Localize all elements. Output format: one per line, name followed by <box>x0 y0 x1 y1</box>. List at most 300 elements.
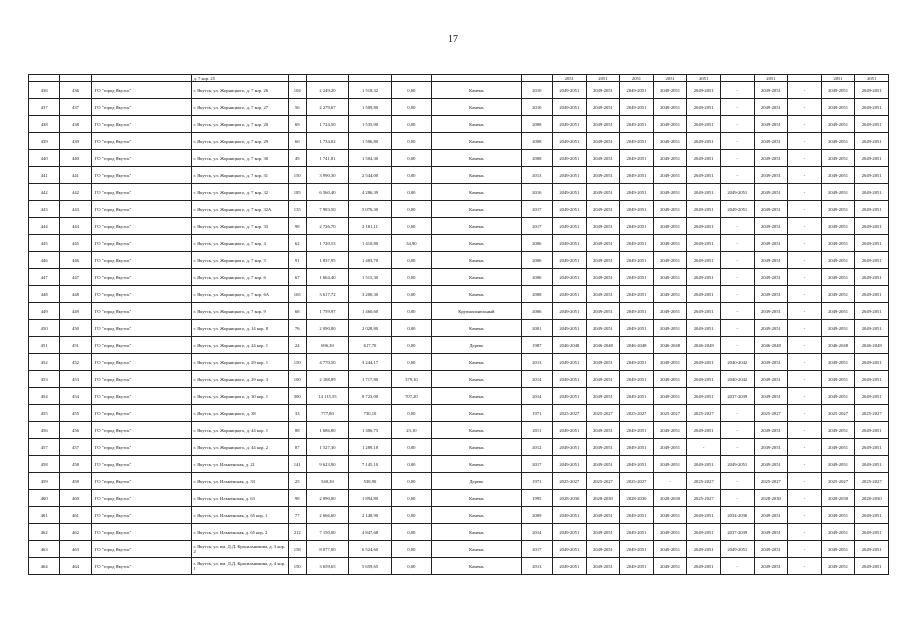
cell-repair-period: 2049-2051 <box>855 286 889 303</box>
cell-wall-material: Камень <box>432 405 522 422</box>
cell-repair-period: 2049-2051 <box>821 320 855 337</box>
cell-row-number: 458 <box>29 456 60 473</box>
cell-wall-material: Камень <box>432 388 522 405</box>
cell-repair-period: 2049-2051 <box>653 456 687 473</box>
cell-repair-period: 2025-2027 <box>620 473 654 490</box>
cell-flats-count: 185 <box>288 184 306 201</box>
cell-year: 2051 <box>653 75 687 82</box>
cell-wall-material: Камень <box>432 524 522 541</box>
cell-repair-period: 2025-2027 <box>687 490 721 507</box>
cell-build-year: 2010 <box>521 82 552 99</box>
cell-repair-period: 2049-2051 <box>754 422 788 439</box>
cell-living-area: 1 509,80 <box>349 99 392 116</box>
cell-repair-period: 2049-2051 <box>754 371 788 388</box>
cell-repair-period: 2049-2051 <box>821 218 855 235</box>
cell-repair-period: 2049-2051 <box>653 201 687 218</box>
cell-row-index: 438 <box>60 116 91 133</box>
table-body <box>29 75 889 575</box>
cell-living-area: 1 289,18 <box>349 439 392 456</box>
cell-address: г. Якутск, ул. Жорницкого, д. 7 кор. 31 <box>192 167 288 184</box>
table-row <box>29 320 889 337</box>
cell-nonliving-area: 0,00 <box>391 218 431 235</box>
cell-repair-period: - <box>788 320 822 337</box>
cell-owner: ГО "город Якутск" <box>91 82 192 99</box>
cell-owner: ГО "город Якутск" <box>91 558 192 575</box>
table-row <box>29 218 889 235</box>
cell-address: г. Якутск, ул. Жорницкого, д. 30 кор. 1 <box>192 388 288 405</box>
cell-nonliving-area: 0,00 <box>391 439 431 456</box>
cell-row-number: 461 <box>29 507 60 524</box>
cell-repair-period: 2049-2051 <box>553 354 587 371</box>
cell-repair-period: - <box>788 490 822 507</box>
cell-repair-period: 2049-2051 <box>653 116 687 133</box>
cell-owner: ГО "город Якутск" <box>91 541 192 558</box>
cell-repair-period: - <box>788 558 822 575</box>
cell-repair-period: 2049-2051 <box>855 439 889 456</box>
cell-repair-period: 2049-2051 <box>620 371 654 388</box>
cell-flats-count: 150 <box>288 354 306 371</box>
table-row <box>29 371 889 388</box>
cell-nonliving-area: 0,00 <box>391 473 431 490</box>
cell-row-index: 455 <box>60 405 91 422</box>
cell-repair-period: - <box>720 150 754 167</box>
cell-row-number: 463 <box>29 541 60 558</box>
cell-repair-period: 2049-2051 <box>855 82 889 99</box>
table-row <box>29 116 889 133</box>
cell-living-area: 538,90 <box>349 473 392 490</box>
cell-repair-period: - <box>788 116 822 133</box>
cell-repair-period: 2049-2051 <box>653 439 687 456</box>
cell-row-index: 450 <box>60 320 91 337</box>
cell-flats-count: 87 <box>288 439 306 456</box>
cell-repair-period: 2049-2051 <box>821 82 855 99</box>
cell-nonliving-area: 0,00 <box>391 286 431 303</box>
cell-repair-period: 2049-2051 <box>620 354 654 371</box>
cell-flats-count: 158 <box>288 541 306 558</box>
cell-repair-period: 2049-2051 <box>620 422 654 439</box>
cell-repair-period: 2049-2051 <box>620 133 654 150</box>
cell-build-year: 2006 <box>521 235 552 252</box>
cell-repair-period: - <box>720 337 754 354</box>
table-row <box>29 303 889 320</box>
cell-address: г. Якутск, ул. Ильменская, д. 65 кор. 1 <box>192 507 288 524</box>
cell-repair-period: 2049-2051 <box>553 184 587 201</box>
cell-repair-period: 2049-2051 <box>620 150 654 167</box>
cell-repair-period: 2049-2051 <box>687 507 721 524</box>
cell-repair-period: 2049-2051 <box>553 133 587 150</box>
cell-row-index: 446 <box>60 252 91 269</box>
cell-year: 2051 <box>620 75 654 82</box>
cell-repair-period: 2049-2051 <box>620 524 654 541</box>
cell-wall-material: Камень <box>432 150 522 167</box>
cell-row-index: 445 <box>60 235 91 252</box>
cell-repair-period: 2049-2051 <box>586 252 620 269</box>
cell-owner: ГО "город Якутск" <box>91 218 192 235</box>
cell-repair-period: 2049-2051 <box>855 167 889 184</box>
cell-living-area: 1 410,80 <box>349 235 392 252</box>
cell-flats-count: 100 <box>288 371 306 388</box>
cell-row-number: 437 <box>29 99 60 116</box>
cell-row-index: 454 <box>60 388 91 405</box>
cell-living-area: 3 244,17 <box>349 354 392 371</box>
cell-owner: ГО "город Якутск" <box>91 490 192 507</box>
cell-repair-period: 2025-2027 <box>754 405 788 422</box>
cell-build-year: 2017 <box>521 456 552 473</box>
cell-address: г. Якутск, ул. Жорницкого, д. 44 кор. 1 <box>192 422 288 439</box>
cell-total-area: 9 623,90 <box>306 456 349 473</box>
table-row <box>29 133 889 150</box>
cell-wall-material: Камень <box>432 507 522 524</box>
cell-repair-period: 2040-2042 <box>720 371 754 388</box>
cell-repair-period: 2049-2051 <box>720 201 754 218</box>
cell-repair-period: - <box>788 184 822 201</box>
cell-row-index: 462 <box>60 524 91 541</box>
cell-total-area: 1 527,30 <box>306 439 349 456</box>
cell-living-area: 1 894,80 <box>349 490 392 507</box>
cell-repair-period: - <box>788 133 822 150</box>
cell-repair-period: 2049-2051 <box>754 116 788 133</box>
cell-nonliving-area: 0,00 <box>391 150 431 167</box>
cell-row-number: 460 <box>29 490 60 507</box>
cell-repair-period: 2049-2051 <box>653 507 687 524</box>
cell-row-number: 444 <box>29 218 60 235</box>
cell-repair-period: 2049-2051 <box>553 439 587 456</box>
cell-total-area: 2 090,80 <box>306 320 349 337</box>
cell-repair-period: 2049-2051 <box>754 439 788 456</box>
cell-row-number: 436 <box>29 82 60 99</box>
cell-address: г. Якутск, ул. Жорницкого, д. 7 кор. 32А <box>192 201 288 218</box>
cell-repair-period: 2025-2027 <box>855 473 889 490</box>
cell-row-index: 458 <box>60 456 91 473</box>
cell-repair-period: 2049-2051 <box>586 116 620 133</box>
cell-repair-period: 2049-2051 <box>687 82 721 99</box>
cell-row-number: 445 <box>29 235 60 252</box>
cell-repair-period: - <box>788 150 822 167</box>
cell-living-area: 1 306,73 <box>349 422 392 439</box>
cell-repair-period: 2049-2051 <box>553 82 587 99</box>
cell-nonliving-area: 23,10 <box>391 422 431 439</box>
cell-total-area: 14 115,55 <box>306 388 349 405</box>
cell-flats-count: 33 <box>288 405 306 422</box>
cell-repair-period: 2046-2048 <box>553 337 587 354</box>
cell-total-area: 1 837,95 <box>306 252 349 269</box>
cell-repair-period: 2049-2051 <box>821 388 855 405</box>
cell-repair-period: 2049-2051 <box>754 235 788 252</box>
cell-repair-period: 2025-2027 <box>586 405 620 422</box>
cell-repair-period: 2049-2051 <box>855 320 889 337</box>
cell-repair-period: 2049-2051 <box>687 286 721 303</box>
cell-row-number: 442 <box>29 184 60 201</box>
cell-flats-count: 25 <box>288 473 306 490</box>
cell-repair-period: 2049-2051 <box>821 303 855 320</box>
cell-nonliving-area: 0,00 <box>391 541 431 558</box>
cell-total-area: 1 741,81 <box>306 150 349 167</box>
cell-repair-period: 2049-2051 <box>687 524 721 541</box>
cell-repair-period: - <box>788 507 822 524</box>
cell-wall-material: Камень <box>432 269 522 286</box>
housing-register-table-container <box>28 74 889 575</box>
cell-repair-period: 2046-2048 <box>620 337 654 354</box>
cell-repair-period: 2049-2051 <box>821 235 855 252</box>
cell-repair-period: 2049-2051 <box>586 201 620 218</box>
cell-repair-period: 2037-2039 <box>720 388 754 405</box>
cell-repair-period: 2049-2051 <box>586 354 620 371</box>
cell-repair-period: 2049-2051 <box>553 303 587 320</box>
cell-nonliving-area: 34,90 <box>391 235 431 252</box>
cell-repair-period: 2049-2051 <box>653 133 687 150</box>
cell-year: 2051 <box>687 75 721 82</box>
cell-repair-period: 2049-2051 <box>754 150 788 167</box>
cell-total-area: 2 279,67 <box>306 99 349 116</box>
cell-repair-period: 2049-2051 <box>855 218 889 235</box>
cell-row-index: 453 <box>60 371 91 388</box>
cell-wall-material: Камень <box>432 218 522 235</box>
cell-nonliving-area: 0,00 <box>391 303 431 320</box>
cell-wall-material: Камень <box>432 82 522 99</box>
cell-repair-period: 2046-2048 <box>653 337 687 354</box>
cell-year: 2051 <box>553 75 587 82</box>
cell-repair-period: 2049-2051 <box>687 388 721 405</box>
cell-build-year: 2009 <box>521 507 552 524</box>
cell-repair-period: 2049-2051 <box>653 184 687 201</box>
cell-repair-period: 2046-2048 <box>754 337 788 354</box>
cell-row-number: 440 <box>29 150 60 167</box>
cell-row-number: 456 <box>29 422 60 439</box>
cell-address: г. Якутск, ул. Жорницкого, д. 7 кор. 27 <box>192 99 288 116</box>
cell-repair-period: 2049-2051 <box>553 286 587 303</box>
cell-repair-period: - <box>788 99 822 116</box>
cell-repair-period: 2049-2051 <box>687 252 721 269</box>
cell-nonliving-area: 0,00 <box>391 405 431 422</box>
table-row <box>29 490 889 507</box>
cell-repair-period: - <box>788 354 822 371</box>
cell-repair-period: 2049-2051 <box>821 269 855 286</box>
table-row <box>29 82 889 99</box>
cell-repair-period: 2049-2051 <box>653 422 687 439</box>
cell-repair-period: 2049-2051 <box>687 184 721 201</box>
cell-address: г. Якутск, ул. Жорницкого, д. 7 кор. 26 <box>192 82 288 99</box>
cell-repair-period: 2049-2051 <box>754 456 788 473</box>
cell-repair-period: 2049-2051 <box>754 167 788 184</box>
cell-total-area: 7 150,00 <box>306 524 349 541</box>
cell-flats-count: 62 <box>288 235 306 252</box>
cell-row-number: 454 <box>29 388 60 405</box>
cell-repair-period: 2049-2051 <box>586 235 620 252</box>
cell-repair-period: 2049-2051 <box>821 371 855 388</box>
cell-flats-count: 69 <box>288 116 306 133</box>
cell-repair-period: 2049-2051 <box>653 286 687 303</box>
cell-row-number: 449 <box>29 303 60 320</box>
cell-repair-period: 2049-2051 <box>855 456 889 473</box>
cell-repair-period: 2049-2051 <box>620 252 654 269</box>
cell-owner: ГО "город Якутск" <box>91 150 192 167</box>
cell-build-year: 2006 <box>521 252 552 269</box>
cell-repair-period: 2049-2051 <box>653 218 687 235</box>
cell-repair-period: 2049-2051 <box>620 235 654 252</box>
cell-repair-period: 2049-2051 <box>620 99 654 116</box>
cell-repair-period: 2049-2051 <box>855 303 889 320</box>
cell-address: г. Якутск, ул. Жорницкого, д. 7 кор. 32 <box>192 184 288 201</box>
cell-owner: ГО "город Якутск" <box>91 252 192 269</box>
cell-repair-period: 2049-2051 <box>620 320 654 337</box>
cell-repair-period: 2049-2051 <box>586 99 620 116</box>
cell-row-number: 464 <box>29 558 60 575</box>
cell-repair-period: - <box>720 133 754 150</box>
table-row <box>29 439 889 456</box>
cell-repair-period: 2049-2051 <box>653 354 687 371</box>
cell-build-year: 2017 <box>521 218 552 235</box>
cell-total-area: 540,30 <box>306 473 349 490</box>
table-row <box>29 354 889 371</box>
cell-repair-period: 2049-2051 <box>653 388 687 405</box>
cell-row-number: 446 <box>29 252 60 269</box>
cell-row-number: 438 <box>29 116 60 133</box>
cell-repair-period: 2049-2051 <box>586 558 620 575</box>
table-row-continued <box>29 75 889 82</box>
cell-build-year: 1987 <box>521 337 552 354</box>
cell-repair-period: 2049-2051 <box>855 371 889 388</box>
cell-repair-period: 2049-2051 <box>821 439 855 456</box>
cell-repair-period: 2049-2051 <box>653 524 687 541</box>
cell-wall-material: Камень <box>432 422 522 439</box>
cell-repair-period: 2049-2051 <box>754 558 788 575</box>
cell-address: г. Якутск, ул. им. Д.Д. Красильникова, д. 3 кор. 2 <box>192 541 288 558</box>
cell-wall-material: Камень <box>432 116 522 133</box>
cell-row-number: 443 <box>29 201 60 218</box>
cell-wall-material: Камень <box>432 252 522 269</box>
cell-year <box>720 75 754 82</box>
cell-row-number: 450 <box>29 320 60 337</box>
cell-address: г. Якутск, ул. Жорницкого, д. 7 кор. 30 <box>192 150 288 167</box>
cell-row-index: 448 <box>60 286 91 303</box>
cell-repair-period: 2049-2051 <box>754 303 788 320</box>
cell-repair-period: 2049-2051 <box>586 82 620 99</box>
cell-repair-period: 2025-2027 <box>821 405 855 422</box>
cell-repair-period: 2025-2027 <box>754 473 788 490</box>
cell-owner: ГО "город Якутск" <box>91 286 192 303</box>
cell-address: г. Якутск, ул. им. Д.Д. Красильникова, д. 4 кор. 1 <box>192 558 288 575</box>
cell-repair-period: 2049-2051 <box>653 252 687 269</box>
cell-repair-period: 2049-2051 <box>553 371 587 388</box>
cell-repair-period: 2049-2051 <box>855 133 889 150</box>
cell-repair-period: - <box>720 286 754 303</box>
cell-repair-period: 2049-2051 <box>855 354 889 371</box>
cell-repair-period: 2049-2051 <box>620 439 654 456</box>
cell-living-area: 1 535,90 <box>349 116 392 133</box>
cell-total-area: 6 560,40 <box>306 184 349 201</box>
cell-repair-period: 2049-2051 <box>754 507 788 524</box>
cell-row-index: 441 <box>60 167 91 184</box>
cell-row-index: 452 <box>60 354 91 371</box>
cell-repair-period: 2049-2051 <box>855 269 889 286</box>
cell-repair-period: 2049-2051 <box>586 269 620 286</box>
cell-repair-period: 2049-2051 <box>821 422 855 439</box>
cell-address: г. Якутск, ул. Ильменская, д. 65 кор. 2 <box>192 524 288 541</box>
cell-living-area: 2 148,90 <box>349 507 392 524</box>
cell-living-area: 3 200,30 <box>349 286 392 303</box>
cell-nonliving-area: 0,00 <box>391 507 431 524</box>
cell-repair-period: 2049-2051 <box>754 388 788 405</box>
cell-build-year: 2008 <box>521 133 552 150</box>
cell-year <box>788 75 822 82</box>
cell-repair-period: - <box>720 116 754 133</box>
cell-year: 2051 <box>754 75 788 82</box>
cell-repair-period: 2049-2051 <box>553 269 587 286</box>
cell-repair-period: - <box>720 405 754 422</box>
table-row <box>29 524 889 541</box>
cell-build-year: 2014 <box>521 388 552 405</box>
cell-address: г. Якутск, ул. Жорницкого, д. 7 кор. 5 <box>192 252 288 269</box>
cell-nonliving-area: 0,00 <box>391 558 431 575</box>
cell <box>349 75 392 82</box>
cell-repair-period: 2049-2051 <box>855 201 889 218</box>
cell-total-area: 2 249,20 <box>306 82 349 99</box>
cell-row-index: 460 <box>60 490 91 507</box>
cell-total-area: 7 983,50 <box>306 201 349 218</box>
cell-repair-period: 2049-2051 <box>620 388 654 405</box>
cell-living-area: 1 460,60 <box>349 303 392 320</box>
cell-total-area: 3 990,30 <box>306 167 349 184</box>
table-row <box>29 150 889 167</box>
cell-address: г. Якутск, ул. Ильменская, д. 21 <box>192 456 288 473</box>
cell-repair-period: - <box>788 252 822 269</box>
cell-repair-period: 2049-2051 <box>687 218 721 235</box>
table-row <box>29 388 889 405</box>
cell-build-year: 2014 <box>521 524 552 541</box>
cell-repair-period: 2028-2030 <box>653 490 687 507</box>
cell-owner: ГО "город Якутск" <box>91 116 192 133</box>
cell-repair-period: - <box>687 439 721 456</box>
cell-living-area: 6 524,60 <box>349 541 392 558</box>
cell-repair-period: 2049-2051 <box>687 558 721 575</box>
cell-address: г. Якутск, ул. Жорницкого, д. 24 кор. 1 <box>192 337 288 354</box>
cell-repair-period: 2049-2051 <box>653 167 687 184</box>
cell-repair-period: 2046-2048 <box>586 337 620 354</box>
cell-repair-period: 2049-2051 <box>754 286 788 303</box>
cell-repair-period: - <box>788 82 822 99</box>
cell-repair-period: 2040-2042 <box>720 354 754 371</box>
cell-build-year: 1971 <box>521 473 552 490</box>
cell-build-year: 2017 <box>521 541 552 558</box>
cell-repair-period: 2028-2030 <box>821 490 855 507</box>
cell-repair-period: - <box>788 524 822 541</box>
cell-row-index: 451 <box>60 337 91 354</box>
cell-repair-period: 2049-2051 <box>553 388 587 405</box>
cell-repair-period: 2025-2027 <box>687 473 721 490</box>
cell-owner: ГО "город Якутск" <box>91 167 192 184</box>
cell-repair-period: 2049-2051 <box>586 218 620 235</box>
cell-living-area: 2 028,80 <box>349 320 392 337</box>
cell-repair-period: 2049-2051 <box>553 558 587 575</box>
cell-row-number: 453 <box>29 371 60 388</box>
cell-build-year: 2008 <box>521 116 552 133</box>
cell-repair-period: 2049-2051 <box>821 286 855 303</box>
cell-owner: ГО "город Якутск" <box>91 405 192 422</box>
cell-row-number: 447 <box>29 269 60 286</box>
cell-nonliving-area: 0,00 <box>391 269 431 286</box>
cell-repair-period: 2049-2051 <box>553 116 587 133</box>
cell-repair-period: - <box>788 371 822 388</box>
cell-nonliving-area: 0,00 <box>391 337 431 354</box>
cell-repair-period: 2049-2051 <box>620 218 654 235</box>
cell-owner: ГО "город Якутск" <box>91 371 192 388</box>
cell-flats-count: 135 <box>288 201 306 218</box>
table-row <box>29 337 889 354</box>
cell-nonliving-area: 0,00 <box>391 320 431 337</box>
cell-address: г. Якутск, ул. Жорницкого, д. 7 кор. 6 <box>192 269 288 286</box>
cell-repair-period: 2049-2051 <box>586 507 620 524</box>
cell-repair-period: 2049-2051 <box>821 541 855 558</box>
